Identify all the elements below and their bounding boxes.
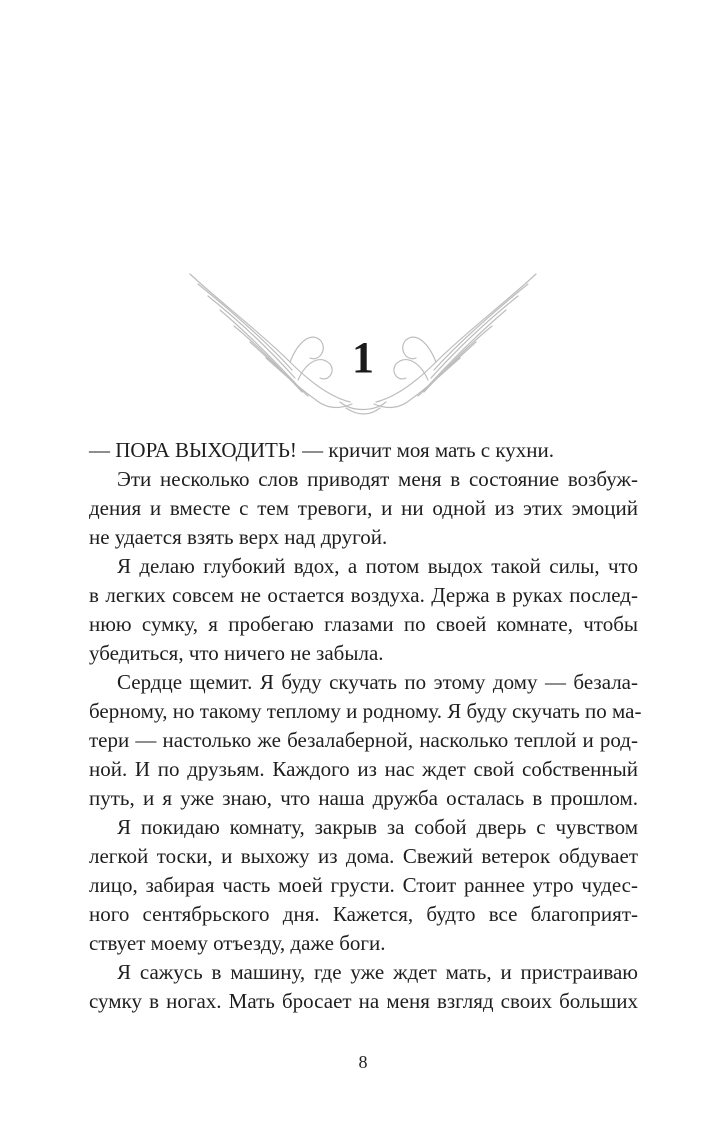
text-line: Сердце щемит. Я буду скучать по этому дому — безала- bbox=[117, 670, 638, 694]
body-text bbox=[89, 436, 642, 1016]
text-line: тери — настолько же безалаберной, насколько теплой и род- bbox=[89, 728, 638, 752]
text-line: Я покидаю комнату, закрыв за собой дверь с чувством bbox=[117, 815, 638, 839]
text-line: убедиться, что ничего не забыла. bbox=[89, 641, 384, 665]
page-number: 8 bbox=[358, 1052, 368, 1072]
text-line: ной. И по друзьям. Каждого из нас ждет свой собственный bbox=[89, 757, 638, 781]
text-line: дения и вместе с тем тревоги, и ни одной из этих эмоций bbox=[89, 496, 638, 520]
text-line: Я сажусь в машину, где уже ждет мать, и пристраиваю bbox=[117, 960, 638, 984]
chapter-number: 1 bbox=[352, 333, 374, 382]
text-line: путь, и я уже знаю, что наша дружба осталась в прошлом. bbox=[89, 786, 638, 810]
text-line: в легких совсем не остается воздуха. Держа в руках послед- bbox=[89, 583, 638, 607]
text-line: не удается взять верх над другой. bbox=[89, 525, 388, 549]
text-line: — ПОРА ВЫХОДИТЬ! — кричит моя мать с кухни. bbox=[89, 438, 554, 462]
text-line: ствует моему отъезду, даже боги. bbox=[89, 931, 386, 955]
text-line: Я делаю глубокий вдох, а потом выдох такой силы, что bbox=[117, 554, 638, 578]
text-line: берному, но такому теплому и родному. Я буду скучать по ма- bbox=[89, 699, 642, 723]
text-line: нюю сумку, я пробегаю глазами по своей комнате, чтобы bbox=[89, 612, 638, 636]
text-line: ного сентябрьского дня. Кажется, будто все благоприят- bbox=[89, 902, 638, 926]
text-line: сумку в ногах. Мать бросает на меня взгляд своих больших bbox=[89, 989, 638, 1013]
text-line: легкой тоски, и выхожу из дома. Свежий ветерок обдувает bbox=[89, 844, 638, 868]
text-line: лицо, забирая часть моей грусти. Стоит раннее утро чудес- bbox=[89, 873, 638, 897]
text-line: Эти несколько слов приводят меня в состояние возбуж- bbox=[117, 467, 638, 491]
